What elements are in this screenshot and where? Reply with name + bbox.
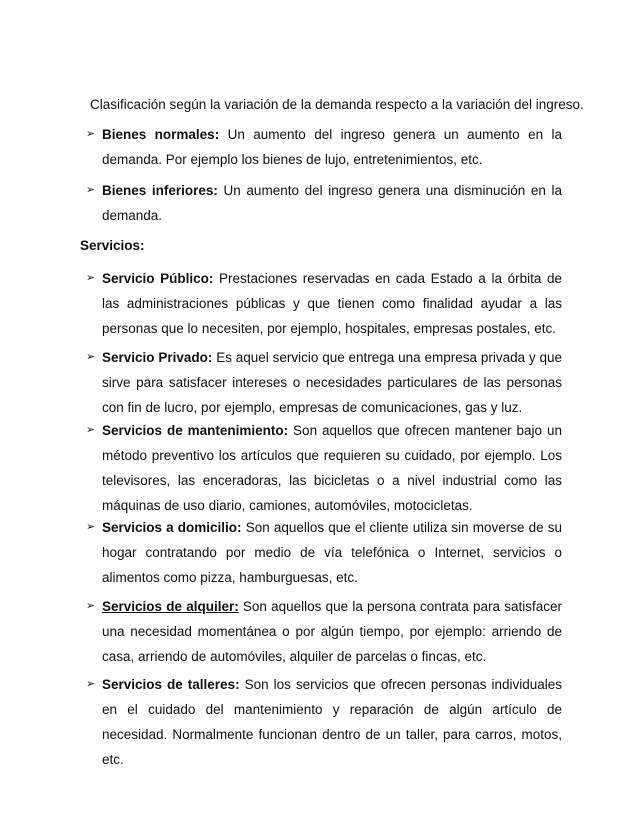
term-label: Servicios de alquiler: <box>102 599 239 614</box>
term-label: Servicio Privado: <box>102 350 213 365</box>
bullet-bienes-normales <box>86 122 562 172</box>
term-label: Servicios a domicilio: <box>102 520 242 535</box>
term-label: Servicios de mantenimiento: <box>102 423 289 438</box>
bullet-bienes-inferiores <box>86 178 562 228</box>
arrow-bullet-icon: ➢ <box>86 184 96 196</box>
term-description: Son aquellos que la persona contrata para satisfacer una necesidad momentánea o por algún tiempo, por ejemplo: arriendo de casa, arriendo de automóviles, alquiler de parcelas o fincas, etc. <box>102 599 562 664</box>
bullet-servicios-talleres <box>86 672 562 772</box>
arrow-bullet-icon: ➢ <box>86 272 96 284</box>
arrow-bullet-icon: ➢ <box>86 424 96 436</box>
term-label: Servicio Público: <box>102 271 214 286</box>
term-description: Son aquellos que el cliente utiliza sin moverse de su hogar contratando por medio de vía telefónica o Internet, servicios o alimentos como pizza, hamburguesas, etc. <box>102 520 563 585</box>
term-description: Son aquellos que ofrecen mantener bajo un método preventivo los artículos que requieren su cuidado, por ejemplo. Los televisores, las enceradoras, las bicicletas o a nivel industrial como las máquinas de uso diario, camiones, automóviles, motocicletas. <box>102 423 562 513</box>
arrow-bullet-icon: ➢ <box>86 521 96 533</box>
term-description: Un aumento del ingreso genera un aumento en la demanda. Por ejemplo los bienes de lujo, entretenimientos, etc. <box>102 127 562 167</box>
bullet-servicios-domicilio <box>86 515 562 590</box>
term-description: Son los servicios que ofrecen personas individuales en el cuidado del mantenimiento y reparación de algún artículo de necesidad. Normalmente funcionan dentro de un taller, para carros, motos, etc. <box>102 677 562 767</box>
term-description: Prestaciones reservadas en cada Estado a la órbita de las administraciones públicas y que tienen como finalidad ayudar a las personas que lo necesiten, por ejemplo, hospitales, empresas postales, etc. <box>102 271 562 336</box>
bullet-servicio-publico <box>86 266 562 341</box>
bullet-servicio-privado <box>86 345 562 420</box>
arrow-bullet-icon: ➢ <box>86 128 96 140</box>
arrow-bullet-icon: ➢ <box>86 600 96 612</box>
section-heading-servicios: Servicios: <box>80 238 145 253</box>
intro-paragraph: Clasificación según la variación de la demanda respecto a la variación del ingreso. <box>90 97 584 112</box>
arrow-bullet-icon: ➢ <box>86 351 96 363</box>
term-description: Un aumento del ingreso genera una disminución en la demanda. <box>102 183 562 223</box>
arrow-bullet-icon: ➢ <box>86 678 96 690</box>
term-label: Bienes inferiores: <box>102 183 218 198</box>
term-label: Bienes normales: <box>102 127 220 142</box>
bullet-servicios-mantenimiento <box>86 418 562 518</box>
bullet-servicios-alquiler <box>86 594 562 669</box>
term-description: Es aquel servicio que entrega una empresa privada y que sirve para satisfacer intereses o necesidades particulares de las personas con fin de lucro, por ejemplo, empresas de comunicaciones, gas y luz. <box>102 350 563 415</box>
term-label: Servicios de talleres: <box>102 677 240 692</box>
